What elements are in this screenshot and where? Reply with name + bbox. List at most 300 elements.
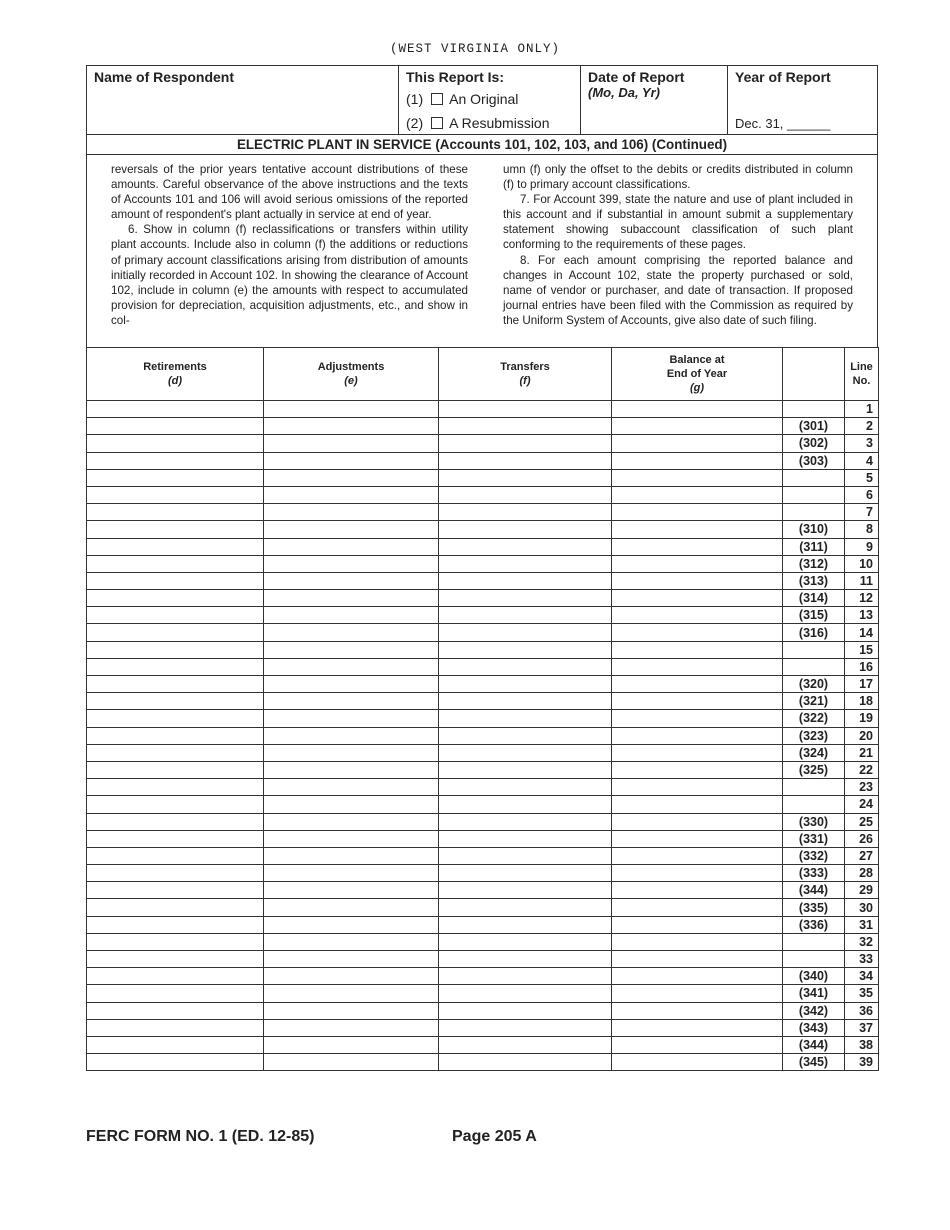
retirements-cell[interactable] [87, 401, 264, 418]
adjustments-cell[interactable] [264, 813, 439, 830]
line-number: 21 [845, 744, 879, 761]
table-row [87, 693, 879, 710]
account-number: (301) [783, 418, 845, 435]
adjustments-cell[interactable] [264, 1019, 439, 1036]
retirements-cell[interactable] [87, 1036, 264, 1053]
retirements-cell[interactable] [87, 418, 264, 435]
line-number: 20 [845, 727, 879, 744]
checkbox-icon[interactable] [431, 93, 443, 105]
line-number: 31 [845, 916, 879, 933]
adjustments-cell[interactable] [264, 847, 439, 864]
adjustments-cell[interactable] [264, 899, 439, 916]
account-number: (315) [783, 607, 845, 624]
account-number: (332) [783, 847, 845, 864]
balance-cell[interactable] [612, 882, 783, 899]
retirements-cell[interactable] [87, 469, 264, 486]
table-row [87, 744, 879, 761]
adjustments-cell[interactable] [264, 933, 439, 950]
balance-cell[interactable] [612, 452, 783, 469]
account-number: (321) [783, 693, 845, 710]
retirements-cell[interactable] [87, 761, 264, 778]
line-number: 4 [845, 452, 879, 469]
balance-cell[interactable] [612, 486, 783, 503]
balance-cell[interactable] [612, 916, 783, 933]
line-number: 33 [845, 951, 879, 968]
line-number: 2 [845, 418, 879, 435]
retirements-cell[interactable] [87, 521, 264, 538]
retirements-cell[interactable] [87, 555, 264, 572]
account-number: (344) [783, 882, 845, 899]
table-row [87, 1019, 879, 1036]
adjustments-cell[interactable] [264, 504, 439, 521]
adjustments-cell[interactable] [264, 676, 439, 693]
balance-cell[interactable] [612, 968, 783, 985]
retirements-cell[interactable] [87, 572, 264, 589]
adjustments-cell[interactable] [264, 538, 439, 555]
account-number: (330) [783, 813, 845, 830]
line-number: 34 [845, 968, 879, 985]
account-number: (336) [783, 916, 845, 933]
balance-cell[interactable] [612, 401, 783, 418]
transfers-cell[interactable] [439, 761, 612, 778]
line-number: 38 [845, 1036, 879, 1053]
retirements-cell[interactable] [87, 1019, 264, 1036]
line-number: 18 [845, 693, 879, 710]
line-number: 13 [845, 607, 879, 624]
adjustments-cell[interactable] [264, 693, 439, 710]
account-number [783, 933, 845, 950]
account-number: (325) [783, 761, 845, 778]
line-number: 35 [845, 985, 879, 1002]
table-row [87, 916, 879, 933]
transfers-cell[interactable] [439, 607, 612, 624]
line-number: 22 [845, 761, 879, 778]
transfers-cell[interactable] [439, 985, 612, 1002]
balance-cell[interactable] [612, 1019, 783, 1036]
account-number: (313) [783, 572, 845, 589]
transfers-cell[interactable] [439, 504, 612, 521]
balance-cell[interactable] [612, 744, 783, 761]
transfers-cell[interactable] [439, 676, 612, 693]
adjustments-cell[interactable] [264, 830, 439, 847]
transfers-cell[interactable] [439, 401, 612, 418]
transfers-cell[interactable] [439, 710, 612, 727]
checkbox-icon[interactable] [431, 117, 443, 129]
table-row [87, 830, 879, 847]
retirements-cell[interactable] [87, 590, 264, 607]
table-row [87, 658, 879, 675]
plant-table [86, 347, 879, 1071]
adjustments-cell[interactable] [264, 865, 439, 882]
transfers-cell[interactable] [439, 847, 612, 864]
balance-cell[interactable] [612, 761, 783, 778]
retirements-cell[interactable] [87, 744, 264, 761]
adjustments-cell[interactable] [264, 452, 439, 469]
table-row [87, 676, 879, 693]
transfers-header: Transfers (f) [439, 348, 612, 401]
account-number [783, 779, 845, 796]
table-row [87, 727, 879, 744]
line-header: Line No. [845, 348, 879, 401]
retirements-cell[interactable] [87, 676, 264, 693]
account-number [783, 469, 845, 486]
account-number: (344) [783, 1036, 845, 1053]
balance-cell[interactable] [612, 710, 783, 727]
account-number: (335) [783, 899, 845, 916]
line-number: 3 [845, 435, 879, 452]
balance-cell[interactable] [612, 676, 783, 693]
adjustments-cell[interactable] [264, 882, 439, 899]
line-number: 19 [845, 710, 879, 727]
adjustments-cell[interactable] [264, 779, 439, 796]
option-original[interactable] [406, 91, 518, 107]
line-number: 5 [845, 469, 879, 486]
account-number: (342) [783, 1002, 845, 1019]
table-row [87, 624, 879, 641]
balance-cell[interactable] [612, 1054, 783, 1071]
adjustments-cell[interactable] [264, 555, 439, 572]
balance-cell[interactable] [612, 1036, 783, 1053]
line-number: 27 [845, 847, 879, 864]
adjustments-cell[interactable] [264, 968, 439, 985]
transfers-cell[interactable] [439, 452, 612, 469]
instruction-para: reversals of the prior years tentative account distributions of these amounts. Careful observance of the above instructions and the texts of Accounts 101 and 106 will avoid serious omissions of the reported amount of respondent's plant actually in service at end of year. [111, 163, 468, 222]
account-number: (333) [783, 865, 845, 882]
line-number: 32 [845, 933, 879, 950]
table-row [87, 1002, 879, 1019]
transfers-cell[interactable] [439, 830, 612, 847]
transfers-cell[interactable] [439, 435, 612, 452]
account-number: (312) [783, 555, 845, 572]
balance-cell[interactable] [612, 1002, 783, 1019]
balance-cell[interactable] [612, 521, 783, 538]
instructions [86, 155, 878, 347]
line-number: 36 [845, 1002, 879, 1019]
adjustments-header: Adjustments (e) [264, 348, 439, 401]
transfers-cell[interactable] [439, 624, 612, 641]
table-row [87, 1036, 879, 1053]
balance-cell[interactable] [612, 590, 783, 607]
report-header [86, 65, 878, 135]
adjustments-cell[interactable] [264, 435, 439, 452]
retirements-cell[interactable] [87, 624, 264, 641]
adjustments-cell[interactable] [264, 796, 439, 813]
balance-cell[interactable] [612, 538, 783, 555]
page-title: ELECTRIC PLANT IN SERVICE (Accounts 101, 102, 103, and 106) (Continued) [86, 135, 878, 155]
table-row [87, 607, 879, 624]
adjustments-cell[interactable] [264, 761, 439, 778]
instructions-left [111, 162, 468, 328]
transfers-cell[interactable] [439, 916, 612, 933]
line-number: 11 [845, 572, 879, 589]
retirements-cell[interactable] [87, 865, 264, 882]
transfers-cell[interactable] [439, 538, 612, 555]
transfers-cell[interactable] [439, 968, 612, 985]
account-number [783, 641, 845, 658]
account-number [783, 504, 845, 521]
adjustments-cell[interactable] [264, 1036, 439, 1053]
option2-num: (2) [406, 115, 424, 131]
account-header [783, 348, 845, 401]
line-number: 6 [845, 486, 879, 503]
balance-cell[interactable] [612, 847, 783, 864]
adjustments-cell[interactable] [264, 401, 439, 418]
balance-cell[interactable] [612, 933, 783, 950]
transfers-cell[interactable] [439, 418, 612, 435]
account-number [783, 796, 845, 813]
retirements-header: Retirements (d) [87, 348, 264, 401]
account-number: (324) [783, 744, 845, 761]
line-number: 29 [845, 882, 879, 899]
retirements-cell[interactable] [87, 985, 264, 1002]
table-row [87, 847, 879, 864]
table-row [87, 538, 879, 555]
adjustments-cell[interactable] [264, 641, 439, 658]
retirements-cell[interactable] [87, 916, 264, 933]
account-number: (322) [783, 710, 845, 727]
adjustments-cell[interactable] [264, 1002, 439, 1019]
line-number: 1 [845, 401, 879, 418]
report-type-cell [399, 66, 581, 134]
option1-num: (1) [406, 91, 424, 107]
retirements-cell[interactable] [87, 1054, 264, 1071]
transfers-cell[interactable] [439, 813, 612, 830]
adjustments-cell[interactable] [264, 418, 439, 435]
line-number: 23 [845, 779, 879, 796]
adjustments-cell[interactable] [264, 710, 439, 727]
date-cell[interactable] [581, 66, 728, 134]
year-cell[interactable] [728, 66, 877, 134]
table-row [87, 486, 879, 503]
account-number [783, 658, 845, 675]
line-number: 14 [845, 624, 879, 641]
transfers-cell[interactable] [439, 469, 612, 486]
transfers-cell[interactable] [439, 882, 612, 899]
retirements-cell[interactable] [87, 607, 264, 624]
line-number: 12 [845, 590, 879, 607]
adjustments-cell[interactable] [264, 521, 439, 538]
option2-label: A Resubmission [449, 115, 550, 131]
year-label: Year of Report [735, 69, 831, 85]
account-number: (343) [783, 1019, 845, 1036]
transfers-cell[interactable] [439, 572, 612, 589]
retirements-cell[interactable] [87, 796, 264, 813]
retirements-cell[interactable] [87, 933, 264, 950]
balance-cell[interactable] [612, 641, 783, 658]
balance-cell[interactable] [612, 693, 783, 710]
page-number: Page 205 A [452, 1128, 537, 1145]
adjustments-cell[interactable] [264, 590, 439, 607]
transfers-cell[interactable] [439, 865, 612, 882]
adjustments-cell[interactable] [264, 744, 439, 761]
balance-cell[interactable] [612, 504, 783, 521]
line-number: 10 [845, 555, 879, 572]
balance-header: Balance at End of Year (g) [612, 348, 783, 401]
table-row [87, 968, 879, 985]
account-number [783, 486, 845, 503]
table-row [87, 435, 879, 452]
retirements-cell[interactable] [87, 641, 264, 658]
line-number: 24 [845, 796, 879, 813]
account-number [783, 401, 845, 418]
date-label: Date of Report [588, 69, 685, 85]
account-number: (303) [783, 452, 845, 469]
adjustments-cell[interactable] [264, 624, 439, 641]
date-format: (Mo, Da, Yr) [588, 85, 660, 100]
form-number: FERC FORM NO. 1 (ED. 12-85) [86, 1128, 315, 1145]
retirements-cell[interactable] [87, 968, 264, 985]
transfers-cell[interactable] [439, 693, 612, 710]
retirements-cell[interactable] [87, 435, 264, 452]
transfers-cell[interactable] [439, 1002, 612, 1019]
transfers-cell[interactable] [439, 1019, 612, 1036]
table-row [87, 951, 879, 968]
option1-label: An Original [449, 91, 519, 107]
respondent-label: Name of Respondent [94, 69, 235, 85]
balance-cell[interactable] [612, 418, 783, 435]
line-number: 37 [845, 1019, 879, 1036]
account-number: (302) [783, 435, 845, 452]
balance-cell[interactable] [612, 865, 783, 882]
table-row [87, 590, 879, 607]
balance-cell[interactable] [612, 435, 783, 452]
table-row [87, 899, 879, 916]
retirements-cell[interactable] [87, 538, 264, 555]
balance-cell[interactable] [612, 658, 783, 675]
transfers-cell[interactable] [439, 933, 612, 950]
retirements-cell[interactable] [87, 779, 264, 796]
table-row [87, 1054, 879, 1071]
retirements-cell[interactable] [87, 710, 264, 727]
retirements-cell[interactable] [87, 727, 264, 744]
balance-cell[interactable] [612, 779, 783, 796]
table-row [87, 761, 879, 778]
balance-cell[interactable] [612, 555, 783, 572]
retirements-cell[interactable] [87, 951, 264, 968]
adjustments-cell[interactable] [264, 951, 439, 968]
retirements-cell[interactable] [87, 504, 264, 521]
table-row [87, 572, 879, 589]
table-row [87, 469, 879, 486]
transfers-cell[interactable] [439, 590, 612, 607]
retirements-cell[interactable] [87, 486, 264, 503]
balance-cell[interactable] [612, 727, 783, 744]
balance-cell[interactable] [612, 985, 783, 1002]
line-number: 7 [845, 504, 879, 521]
balance-cell[interactable] [612, 624, 783, 641]
retirements-cell[interactable] [87, 882, 264, 899]
table-row [87, 401, 879, 418]
retirements-cell[interactable] [87, 693, 264, 710]
transfers-cell[interactable] [439, 744, 612, 761]
account-number: (345) [783, 1054, 845, 1071]
report-is-label: This Report Is: [406, 69, 505, 85]
retirements-cell[interactable] [87, 658, 264, 675]
adjustments-cell[interactable] [264, 985, 439, 1002]
instruction-para: 8. For each amount comprising the reported balance and changes in Account 102, state the property purchased or sold, name of vendor or purchaser, and date of transaction. If proposed journal entries have been filed with the Commission as required by the Uniform System of Accounts, give also date of such filing. [503, 253, 853, 327]
account-number: (316) [783, 624, 845, 641]
balance-cell[interactable] [612, 796, 783, 813]
table-row [87, 504, 879, 521]
balance-cell[interactable] [612, 469, 783, 486]
year-value: Dec. 31, ______ [735, 116, 831, 131]
transfers-cell[interactable] [439, 658, 612, 675]
option-resubmission[interactable] [406, 115, 550, 131]
account-number: (323) [783, 727, 845, 744]
balance-cell[interactable] [612, 830, 783, 847]
account-number: (320) [783, 676, 845, 693]
transfers-cell[interactable] [439, 1054, 612, 1071]
line-number: 39 [845, 1054, 879, 1071]
adjustments-cell[interactable] [264, 658, 439, 675]
line-number: 17 [845, 676, 879, 693]
adjustments-cell[interactable] [264, 469, 439, 486]
balance-cell[interactable] [612, 572, 783, 589]
retirements-cell[interactable] [87, 452, 264, 469]
instruction-para: umn (f) only the offset to the debits or credits distributed in column (f) to primary account classifications. [503, 163, 853, 192]
balance-cell[interactable] [612, 899, 783, 916]
table-row [87, 933, 879, 950]
adjustments-cell[interactable] [264, 916, 439, 933]
retirements-cell[interactable] [87, 830, 264, 847]
retirements-cell[interactable] [87, 899, 264, 916]
adjustments-cell[interactable] [264, 572, 439, 589]
transfers-cell[interactable] [439, 727, 612, 744]
line-number: 15 [845, 641, 879, 658]
table-row [87, 813, 879, 830]
transfers-cell[interactable] [439, 641, 612, 658]
transfers-cell[interactable] [439, 555, 612, 572]
balance-cell[interactable] [612, 813, 783, 830]
respondent-cell[interactable] [87, 66, 399, 134]
line-number: 16 [845, 658, 879, 675]
line-number: 8 [845, 521, 879, 538]
adjustments-cell[interactable] [264, 1054, 439, 1071]
account-number: (331) [783, 830, 845, 847]
balance-cell[interactable] [612, 951, 783, 968]
transfers-cell[interactable] [439, 486, 612, 503]
balance-cell[interactable] [612, 607, 783, 624]
retirements-cell[interactable] [87, 847, 264, 864]
table-row [87, 521, 879, 538]
retirements-cell[interactable] [87, 813, 264, 830]
account-number [783, 951, 845, 968]
table-row [87, 882, 879, 899]
state-label: (WEST VIRGINIA ONLY) [389, 42, 561, 56]
retirements-cell[interactable] [87, 1002, 264, 1019]
adjustments-cell[interactable] [264, 486, 439, 503]
table-row [87, 710, 879, 727]
line-number: 30 [845, 899, 879, 916]
adjustments-cell[interactable] [264, 727, 439, 744]
table-row [87, 555, 879, 572]
instructions-right [503, 162, 853, 328]
line-number: 25 [845, 813, 879, 830]
transfers-cell[interactable] [439, 796, 612, 813]
table-row [87, 865, 879, 882]
account-number: (341) [783, 985, 845, 1002]
transfers-cell[interactable] [439, 1036, 612, 1053]
transfers-cell[interactable] [439, 521, 612, 538]
table-row [87, 418, 879, 435]
transfers-cell[interactable] [439, 899, 612, 916]
table-row [87, 641, 879, 658]
adjustments-cell[interactable] [264, 607, 439, 624]
transfers-cell[interactable] [439, 951, 612, 968]
transfers-cell[interactable] [439, 779, 612, 796]
account-number: (340) [783, 968, 845, 985]
table-row [87, 985, 879, 1002]
